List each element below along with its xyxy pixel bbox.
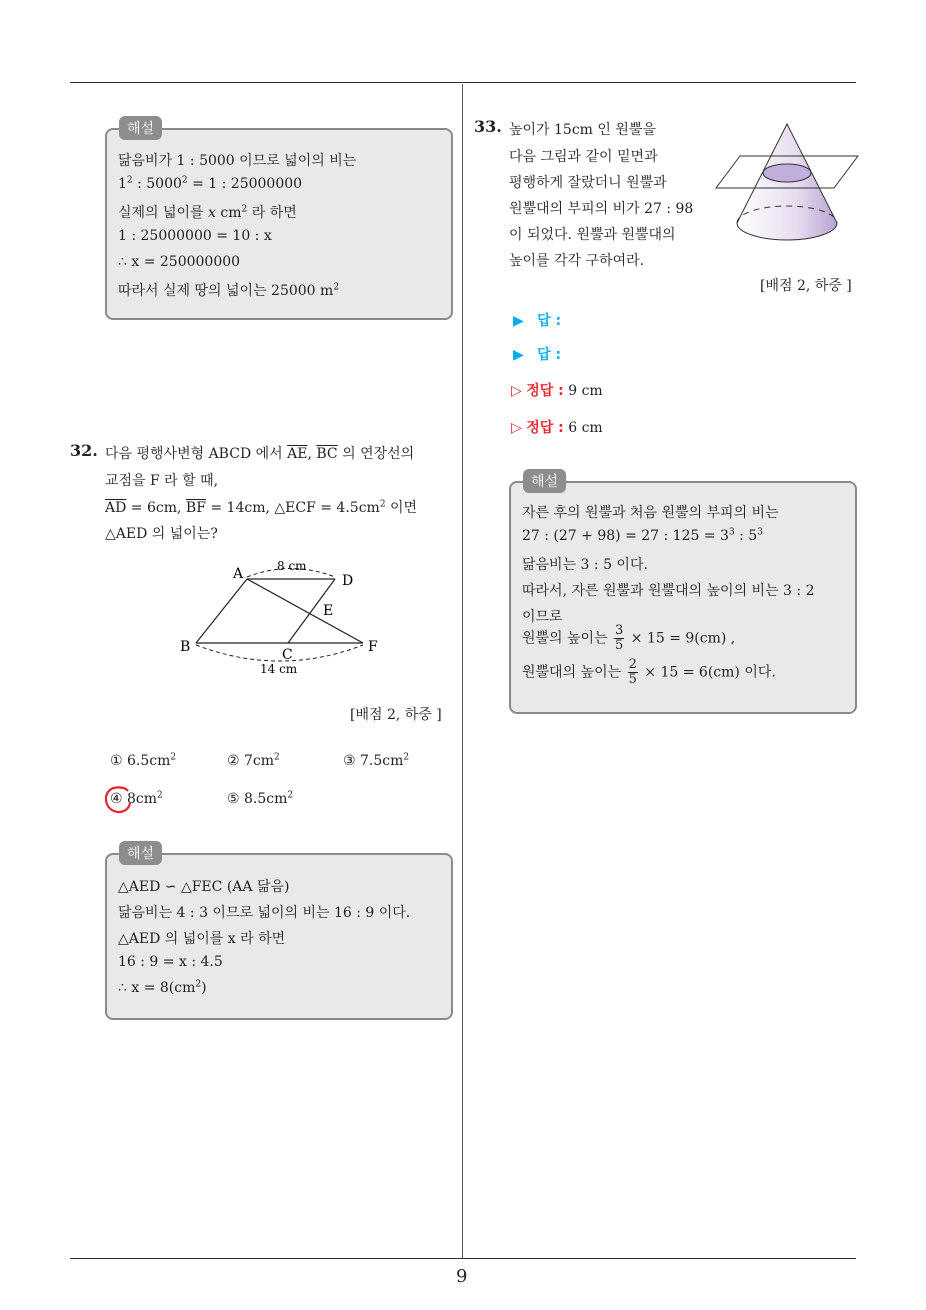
q33-text: 다음 그림과 같이 밑면과 (509, 149, 658, 165)
outline-triangle-icon: ▷ (511, 420, 522, 436)
q32-text: $\overline{AD} = 6cm$, $\overline{BF} = 14cm$, △ECF = $4.5cm^2$ 이면 (105, 499, 418, 516)
q31-sol-line: $1^2$ : $5000^2 = 1$ : 25000000 (118, 175, 303, 192)
q32-number: 32. (70, 441, 98, 460)
fig-bottom-length: 14 cm (260, 662, 298, 676)
q33-text: 높이를 각각 구하여라. (509, 253, 645, 269)
q32-sol-line: 16 : 9 = x : 4.5 (118, 954, 223, 970)
q31-sol-line: 닮음비가 1 : 5000 이므로 넓이의 비는 (118, 153, 357, 169)
q32-choice-2[interactable]: ② $7cm^2$ (227, 752, 280, 769)
q33-solution-tag: 해설 (523, 469, 566, 493)
q33-sol-line: 닮음비는 3 : 5 이다. (522, 557, 648, 573)
q33-sol-line: 27 : (27 + 98) = 27 : $125 = 3^3$ : $5^3$ (522, 527, 763, 544)
bottom-rule (70, 1258, 856, 1259)
fig-label-f: F (368, 639, 378, 655)
q31-sol-line: 따라서 실제 땅의 넓이는 25000 $m^2$ (118, 282, 340, 299)
fig-label-e: E (323, 603, 334, 619)
fig-top-length: 8 cm (277, 559, 307, 573)
q31-sol-line: 실제의 넓이를 x $cm^2$ 라 하면 (118, 204, 297, 221)
fig-label-c: C (282, 647, 293, 663)
q31-solution-tag: 해설 (119, 116, 162, 140)
q33-sol-line: 따라서, 자른 원뿔과 원뿔대의 높이의 비는 3 : 2 (522, 583, 815, 599)
q33-text: 원뿔대의 부피의 비가 27 : 98 (509, 201, 694, 217)
play-icon: ▶ (513, 313, 524, 329)
fig-label-b: B (180, 639, 191, 655)
fig-label-a: A (233, 566, 244, 582)
q32-choice-5[interactable]: ⑤ $8.5cm^2$ (227, 790, 294, 807)
fig-label-d: D (342, 573, 354, 589)
play-icon: ▶ (513, 347, 524, 363)
q33-correct-answer-2: ▷ 정답 : 6 cm (511, 420, 603, 436)
top-rule (70, 82, 856, 83)
q33-number: 33. (474, 117, 502, 136)
q31-sol-line: ∴ x = 250000000 (118, 254, 241, 270)
q32-parallelogram-figure (170, 555, 410, 680)
q31-sol-line: 1 : 25000000 = 10 : x (118, 228, 272, 244)
q33-sol-line: 원뿔의 높이는 $\frac{3}{5}$ × 15 = 9(cm) , (522, 623, 736, 653)
q32-sol-line: ∴ $x = 8(cm^2)$ (118, 979, 207, 996)
fraction-2-5: $\frac{2}{5}$ (628, 657, 637, 687)
q33-correct-answer-1: ▷ 정답 : 9 cm (511, 383, 603, 399)
fraction-3-5: $\frac{3}{5}$ (615, 623, 624, 653)
q32-text: 다음 평행사변형 ABCD 에서 $\overline{AE}$, $\overline{BC}$ 의 연장선의 (105, 446, 415, 462)
q33-answer-input-1[interactable]: ▶ 답 : (513, 313, 562, 329)
outline-triangle-icon: ▷ (511, 383, 522, 399)
q32-solution-tag: 해설 (119, 841, 162, 865)
q33-score: [배점 2, 하중 ] (760, 278, 852, 294)
q33-text: 평행하게 잘랐더니 원뿔과 (509, 175, 667, 191)
q33-text: 높이가 15cm 인 원뿔을 (509, 122, 656, 138)
q32-choice-3[interactable]: ③ $7.5cm^2$ (343, 752, 410, 769)
column-divider (462, 84, 463, 1258)
q32-text: △AED 의 넓이는? (105, 526, 218, 542)
q32-choice-1[interactable]: ① $6.5cm^2$ (110, 752, 177, 769)
q33-sol-line: 자른 후의 원뿔과 처음 원뿔의 부피의 비는 (522, 505, 779, 521)
q32-choice-4[interactable]: ④ $8cm^2$ (110, 790, 163, 807)
q33-cone-figure (712, 120, 862, 250)
q32-text: 교점을 F 라 할 때, (105, 473, 219, 489)
answer-mark-circle (102, 784, 136, 816)
q33-sol-line: 이므로 (522, 609, 563, 625)
q32-sol-line: △AED 의 넓이를 x 라 하면 (118, 931, 286, 947)
q33-text: 이 되었다. 원뿔과 원뿔대의 (509, 227, 676, 243)
q32-sol-line: △AED ∽ △FEC (AA 닮음) (118, 879, 290, 895)
q33-answer-input-2[interactable]: ▶ 답 : (513, 347, 562, 363)
q32-sol-line: 닮음비는 4 : 3 이므로 넓이의 비는 16 : 9 이다. (118, 905, 411, 921)
page-number: 9 (456, 1266, 468, 1287)
q32-score: [배점 2, 하중 ] (350, 707, 442, 723)
q33-sol-line: 원뿔대의 높이는 $\frac{2}{5}$ × 15 = 6(cm) 이다. (522, 657, 776, 687)
